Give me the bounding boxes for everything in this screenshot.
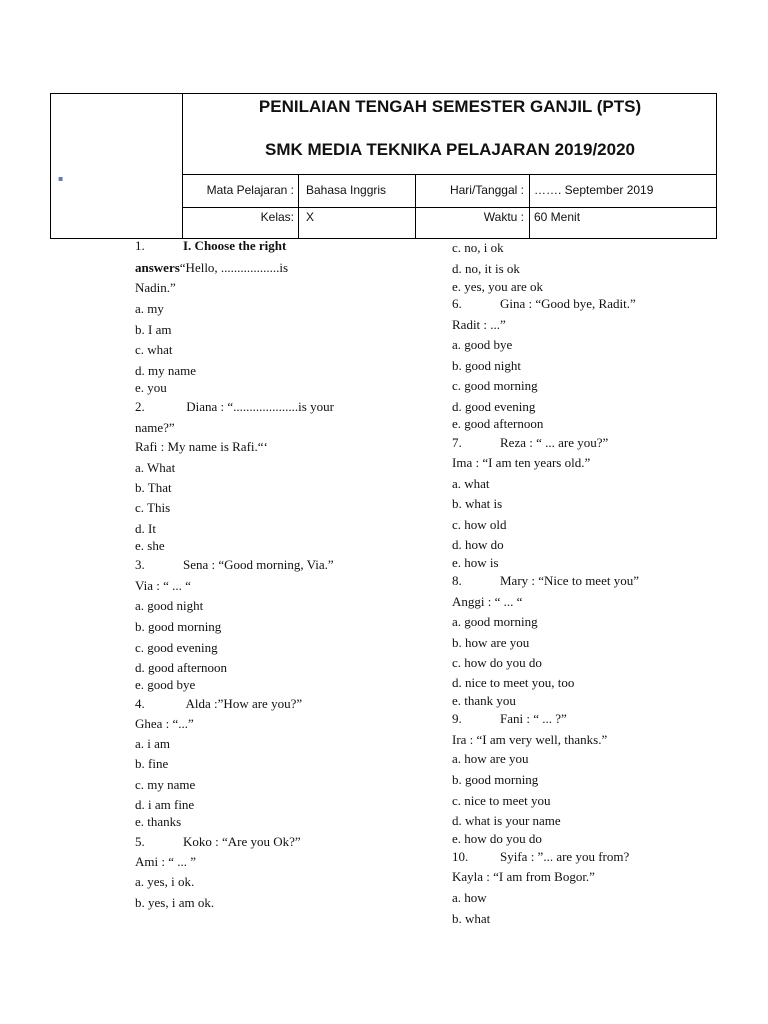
question-text: a. good bye (452, 337, 513, 352)
question-text: e. thank you (452, 693, 516, 708)
left-line (135, 619, 221, 635)
question-text: c. good evening (135, 640, 218, 655)
question-text: e. how do you do (452, 831, 542, 846)
right-line (452, 813, 561, 829)
left-line (135, 640, 218, 656)
left-line (135, 716, 194, 732)
left-line (135, 557, 334, 573)
question-text: d. i am fine (135, 797, 195, 812)
question-text: c. how old (452, 517, 507, 532)
question-text: Nadin.” (135, 280, 176, 295)
right-line (452, 555, 499, 571)
question-text: b. yes, i am ok. (135, 895, 215, 910)
left-line (135, 460, 175, 476)
right-line (452, 849, 629, 865)
question-number: 10. (452, 849, 469, 864)
date-label: Hari/Tanggal : (449, 183, 524, 197)
question-text: d. good afternoon (135, 660, 228, 675)
left-line (135, 363, 196, 379)
question-text: Fani : “ ... ?” (500, 711, 567, 726)
right-line (452, 614, 538, 630)
exam-header-table (50, 93, 717, 239)
question-text: Gina : “Good bye, Radit.” (500, 296, 636, 311)
section-heading-text: answers (135, 260, 180, 275)
left-line (135, 500, 170, 516)
right-line (452, 911, 490, 927)
question-text: a. good night (135, 598, 204, 613)
right-line (452, 358, 521, 374)
right-line (452, 772, 538, 788)
question-text: e. yes, you are ok (452, 279, 543, 294)
question-text: Ami : “ ... ” (135, 854, 197, 869)
right-line (452, 655, 542, 671)
question-text: c. nice to meet you (452, 793, 551, 808)
left-line (135, 342, 173, 358)
question-text: Syifa : ”... are you from? (500, 849, 630, 864)
time-value: 60 Menit (534, 210, 581, 224)
left-line (135, 280, 176, 296)
question-text: a. how are you (452, 751, 529, 766)
class-label: Kelas: (260, 210, 294, 224)
left-line (135, 301, 164, 317)
left-line (135, 439, 268, 455)
right-line (452, 831, 542, 847)
question-text: b. what is (452, 496, 503, 511)
right-line (452, 261, 520, 277)
question-number: 2. (135, 399, 145, 414)
question-number: 7. (452, 435, 462, 450)
question-text: Ghea : “...” (135, 716, 194, 731)
left-line (135, 238, 286, 254)
time-label: Waktu : (483, 210, 524, 224)
question-text: e. good afternoon (452, 416, 544, 431)
question-text: d. It (135, 521, 156, 536)
question-number: 4. (135, 696, 145, 711)
question-text: d. my name (135, 363, 197, 378)
question-text: Radit : ...” (452, 317, 506, 332)
date-value: ……. September 2019 (534, 183, 654, 197)
section-heading: I. Choose the right (183, 238, 287, 253)
question-text: c. This (135, 500, 171, 515)
right-line (452, 435, 608, 451)
left-line (135, 814, 181, 830)
class-value: X (306, 210, 315, 224)
question-text: b. fine (135, 756, 169, 771)
left-line (135, 521, 156, 537)
left-line (135, 660, 227, 676)
question-text: Diana : “....................is your (183, 399, 334, 414)
question-text: c. what (135, 342, 173, 357)
left-line (135, 797, 194, 813)
right-line (452, 517, 507, 533)
right-line (452, 317, 506, 333)
question-text: c. no, i ok (452, 240, 504, 255)
question-text: a. What (135, 460, 176, 475)
question-text: e. good bye (135, 677, 196, 692)
left-line (135, 480, 172, 496)
left-line (135, 736, 170, 752)
question-text: Alda :”How are you?” (183, 696, 303, 711)
question-text: b. I am (135, 322, 172, 337)
right-line (452, 793, 551, 809)
subject-value: Bahasa Inggris (306, 183, 387, 197)
question-number: 6. (452, 296, 462, 311)
right-line (452, 476, 490, 492)
left-line (135, 777, 195, 793)
right-line (452, 296, 636, 312)
question-text: a. yes, i ok. (135, 874, 195, 889)
question-number: 3. (135, 557, 145, 572)
left-line (135, 834, 301, 850)
left-line (135, 854, 196, 870)
right-line (452, 693, 516, 709)
right-line (452, 337, 512, 353)
question-text: c. my name (135, 777, 196, 792)
question-text: Ira : “I am very well, thanks.” (452, 732, 608, 747)
right-line (452, 675, 574, 691)
right-line (452, 732, 607, 748)
question-text: name?” (135, 420, 175, 435)
question-text: e. you (135, 380, 167, 395)
question-number: 5. (135, 834, 145, 849)
left-line (135, 399, 334, 415)
logo-image: ▪ (58, 174, 64, 183)
left-line (135, 420, 175, 436)
left-line (135, 756, 168, 772)
question-text: e. thanks (135, 814, 182, 829)
left-line (135, 538, 165, 554)
right-line (452, 496, 502, 512)
question-text: d. nice to meet you, too (452, 675, 575, 690)
right-line (452, 240, 504, 256)
right-line (452, 751, 529, 767)
left-line (135, 696, 302, 712)
question-text: a. my (135, 301, 164, 316)
right-line (452, 416, 543, 432)
question-text: a. good morning (452, 614, 538, 629)
right-line (452, 455, 590, 471)
right-line (452, 869, 595, 885)
question-text: a. how (452, 890, 487, 905)
question-number: 8. (452, 573, 462, 588)
question-text: Kayla : “I am from Bogor.” (452, 869, 595, 884)
question-text: c. good morning (452, 378, 538, 393)
question-text: Ima : “I am ten years old.” (452, 455, 591, 470)
question-text: Via : “ ... “ (135, 578, 191, 593)
question-text: d. what is your name (452, 813, 561, 828)
exam-title: PENILAIAN TENGAH SEMESTER GANJIL (PTS) (258, 97, 642, 116)
question-text: Koko : “Are you Ok?” (183, 834, 301, 849)
question-text: Sena : “Good morning, Via.” (183, 557, 334, 572)
question-text: a. what (452, 476, 490, 491)
left-line (135, 322, 171, 338)
right-line (452, 537, 504, 553)
question-text: d. good evening (452, 399, 536, 414)
left-line (135, 380, 167, 396)
left-line (135, 895, 214, 911)
left-line (135, 874, 194, 890)
right-line (452, 573, 639, 589)
question-text: “Hello, ..................is (179, 260, 289, 275)
question-text: b. good morning (452, 772, 539, 787)
right-line (452, 279, 543, 295)
question-text: Mary : “Nice to meet you” (500, 573, 639, 588)
right-line (452, 399, 535, 415)
subject-label: Mata Pelajaran : (206, 183, 294, 197)
left-line (135, 260, 288, 276)
right-line (452, 711, 567, 727)
right-line (452, 594, 522, 610)
question-text: Anggi : “ ... “ (452, 594, 523, 609)
left-line (135, 578, 191, 594)
question-text: c. how do you do (452, 655, 542, 670)
right-line (452, 890, 487, 906)
question-text: e. how is (452, 555, 499, 570)
question-text: b. how are you (452, 635, 530, 650)
left-line (135, 598, 203, 614)
question-text: Rafi : My name is Rafi.“‘ (135, 439, 268, 454)
question-text: Reza : “ ... are you?” (500, 435, 609, 450)
question-text: b. That (135, 480, 172, 495)
question-text: d. no, it is ok (452, 261, 520, 276)
question-number: 9. (452, 711, 462, 726)
question-text: a. i am (135, 736, 171, 751)
question-text: e. she (135, 538, 165, 553)
left-line (135, 677, 195, 693)
question-number: 1. (135, 238, 145, 253)
logo-cell (51, 94, 183, 238)
right-line (452, 378, 538, 394)
question-text: b. good night (452, 358, 521, 373)
school-title: SMK MEDIA TEKNIKA PELAJARAN 2019/2020 (265, 140, 635, 159)
question-text: d. how do (452, 537, 504, 552)
right-line (452, 635, 529, 651)
question-text: b. good morning (135, 619, 222, 634)
question-text: b. what (452, 911, 491, 926)
